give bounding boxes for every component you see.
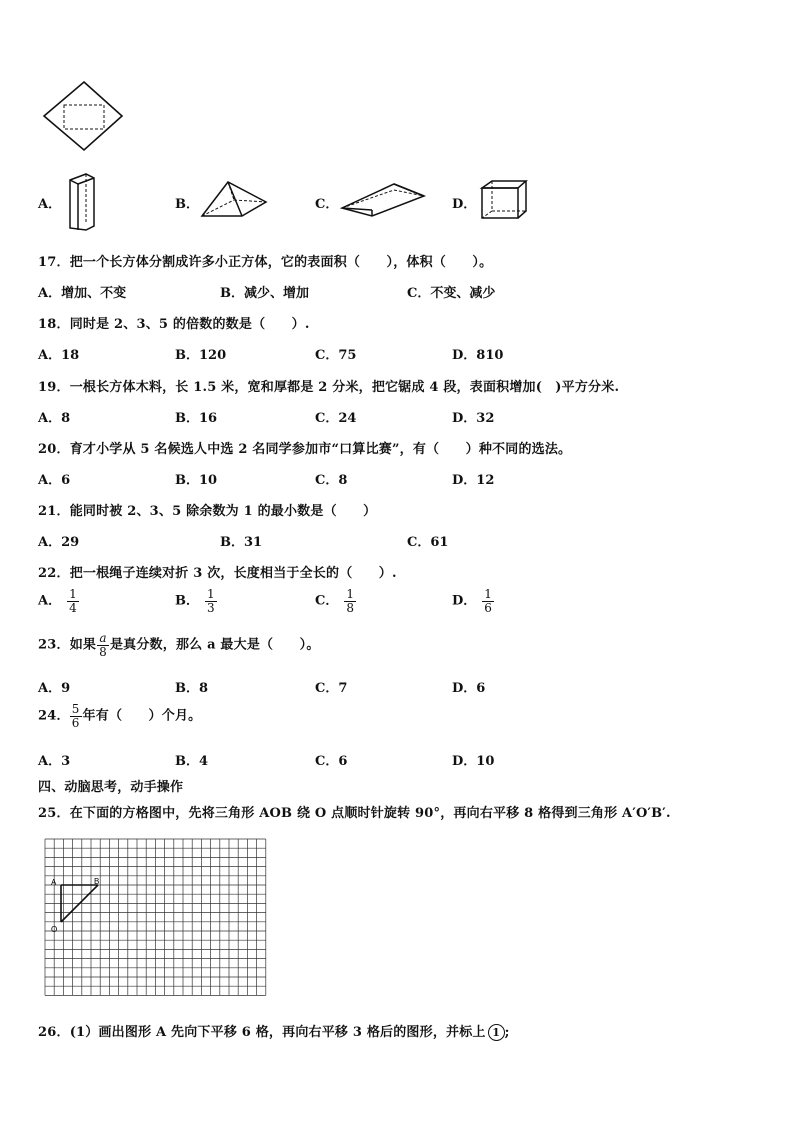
q18-option-c: C．75 [315, 348, 357, 363]
question-25: 25．在下面的方格图中，先将三角形 AOB 绕 O 点顺时针旋转 90°，再向右平移 8 格得到三角形 A′O′B′. [38, 806, 671, 821]
pyramid-net-figure [38, 78, 130, 154]
fraction [344, 588, 356, 614]
numerator: 1 [346, 587, 354, 601]
option-d-label: D． [452, 197, 477, 212]
point-b-label: B [94, 877, 100, 886]
option-label: D． [452, 593, 477, 609]
q19-option-d: D．32 [452, 411, 495, 426]
q26-tail: ; [504, 1025, 510, 1040]
point-o-label: O [51, 925, 58, 934]
q24-option-a: A．3 [38, 754, 71, 769]
q20-option-c: C．8 [315, 473, 348, 488]
fraction [67, 588, 79, 614]
fraction [205, 588, 217, 614]
option-label: C． [315, 593, 339, 609]
q24-option-d: D．10 [452, 754, 495, 769]
pyramid-figure [198, 178, 268, 220]
q19-option-c: C．24 [315, 411, 357, 426]
option-label: B． [175, 593, 199, 609]
q22-option-a [38, 588, 79, 614]
cube-figure [478, 178, 530, 222]
numerator: 1 [484, 587, 492, 601]
q20-option-a: A．6 [38, 473, 71, 488]
q18-option-b: B．120 [175, 348, 227, 363]
question-21: 21．能同时被 2、3、5 除余数为 1 的最小数是（ ） [38, 504, 377, 519]
question-24 [38, 703, 201, 729]
q24-option-c: C．6 [315, 754, 348, 769]
denominator: 4 [69, 600, 77, 615]
circled-number: 1 [488, 1024, 505, 1041]
question-20: 20．育才小学从 5 名候选人中选 2 名同学参加市“口算比赛”，有（ ）种不同的选法。 [38, 442, 572, 457]
prism-tall-figure [62, 170, 102, 232]
denominator: 6 [71, 715, 80, 730]
option-c-label: C． [315, 197, 339, 212]
denominator: 8 [99, 644, 107, 659]
q17-option-b: B．减少、增加 [220, 286, 309, 301]
point-a-label: A [51, 878, 57, 887]
fraction [482, 588, 494, 614]
question-18: 18．同时是 2、3、5 的倍数的数是（ ）. [38, 317, 310, 332]
question-23 [38, 632, 320, 658]
triangular-prism-figure [338, 180, 428, 218]
numerator: a [99, 631, 107, 645]
question-17: 17．把一个长方体分割成许多小正方体，它的表面积（ ），体积（ ）。 [38, 255, 493, 270]
option-label: A． [38, 593, 62, 609]
denominator: 3 [207, 600, 215, 615]
question-26 [38, 1021, 510, 1041]
q21-option-a: A．29 [38, 535, 80, 550]
q22-option-d [452, 588, 494, 614]
square-grid [44, 838, 270, 996]
q22-option-b [175, 588, 217, 614]
q24-suffix: 年有（ ）个月。 [82, 708, 202, 724]
option-b-label: B． [175, 197, 199, 212]
q23-option-d: D．6 [452, 681, 486, 696]
question-22: 22．把一根绳子连续对折 3 次，长度相当于全长的（ ）. [38, 566, 397, 581]
q26-text: 26．(1）画出图形 A 先向下平移 6 格，再向右平移 3 格后的图形，并标上 [38, 1025, 486, 1040]
q19-option-a: A．8 [38, 411, 71, 426]
q19-option-b: B．16 [175, 411, 218, 426]
denominator: 6 [484, 600, 492, 615]
q20-option-d: D．12 [452, 473, 495, 488]
q21-option-b: B．31 [220, 535, 263, 550]
q22-option-c [315, 588, 356, 614]
q23-option-b: B．8 [175, 681, 209, 696]
q24-fraction [70, 703, 82, 729]
numerator: 5 [71, 702, 80, 716]
q23-option-c: C．7 [315, 681, 348, 696]
numerator: 1 [69, 587, 77, 601]
q23-suffix: 是真分数，那么 a 最大是（ ）。 [109, 637, 320, 653]
q21-option-c: C．61 [407, 535, 449, 550]
q17-option-a: A．增加、不变 [38, 286, 127, 301]
q24-prefix: 24． [38, 708, 70, 724]
q23-prefix: 23．如果 [38, 637, 97, 653]
section-title: 四、动脑思考，动手操作 [38, 780, 184, 795]
q23-option-a: A．9 [38, 681, 71, 696]
q18-option-a: A．18 [38, 348, 80, 363]
q24-option-b: B．4 [175, 754, 209, 769]
q18-option-d: D．810 [452, 348, 504, 363]
numerator: 1 [207, 587, 215, 601]
question-19: 19．一根长方体木料，长 1.5 米，宽和厚都是 2 分米，把它锯成 4 段，表面积增加( )平方分米. [38, 380, 620, 395]
q20-option-b: B．10 [175, 473, 218, 488]
q23-fraction [97, 632, 109, 658]
option-a-label: A． [38, 197, 62, 212]
denominator: 8 [346, 600, 354, 615]
q17-option-c: C．不变、减少 [407, 286, 496, 301]
